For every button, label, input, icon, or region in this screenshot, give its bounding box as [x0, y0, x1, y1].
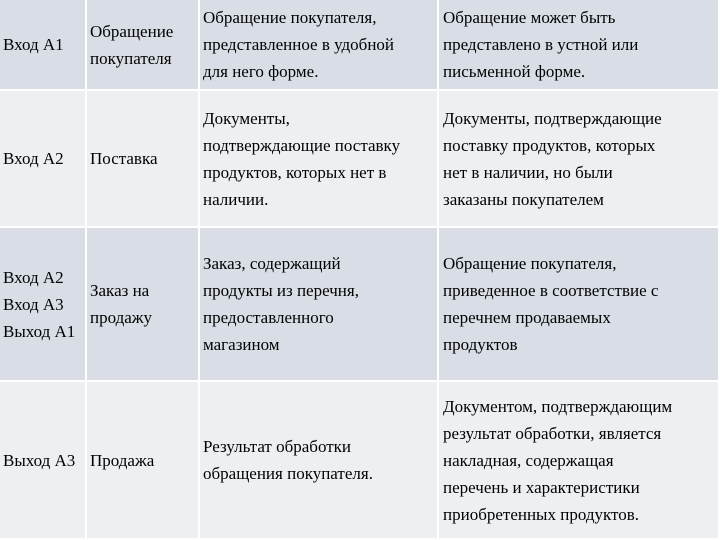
table-cell-description: Заказ, содержащий продукты из перечня, предоставленного магазином	[200, 228, 439, 382]
table-cell-io: Вход А2 Вход А3 Выход А1	[0, 228, 87, 382]
table-cell-name: Продажа	[87, 382, 200, 540]
table-cell-io: Выход А3	[0, 382, 87, 540]
table-cell-description: Обращение покупателя, представленное в удобной для него форме.	[200, 0, 439, 91]
table-cell-note: Документом, подтверждающим результат обработки, является накладная, содержащая перечень и характеристики приобретенных продуктов.	[439, 382, 720, 540]
table-cell-name: Заказ на продажу	[87, 228, 200, 382]
table-cell-description: Документы, подтверждающие поставку продуктов, которых нет в наличии.	[200, 91, 439, 228]
table-cell-name: Поставка	[87, 91, 200, 228]
table-cell-io: Вход А2	[0, 91, 87, 228]
table-cell-name: Обращение покупателя	[87, 0, 200, 91]
table-cell-note: Обращение покупателя, приведенное в соответствие с перечнем продаваемых продуктов	[439, 228, 720, 382]
table-cell-description: Результат обработки обращения покупателя.	[200, 382, 439, 540]
table-cell-note: Обращение может быть представлено в устной или письменной форме.	[439, 0, 720, 91]
table-cell-io: Вход А1	[0, 0, 87, 91]
table-cell-note: Документы, подтверждающие поставку продуктов, которых нет в наличии, но были заказаны покупателем	[439, 91, 720, 228]
